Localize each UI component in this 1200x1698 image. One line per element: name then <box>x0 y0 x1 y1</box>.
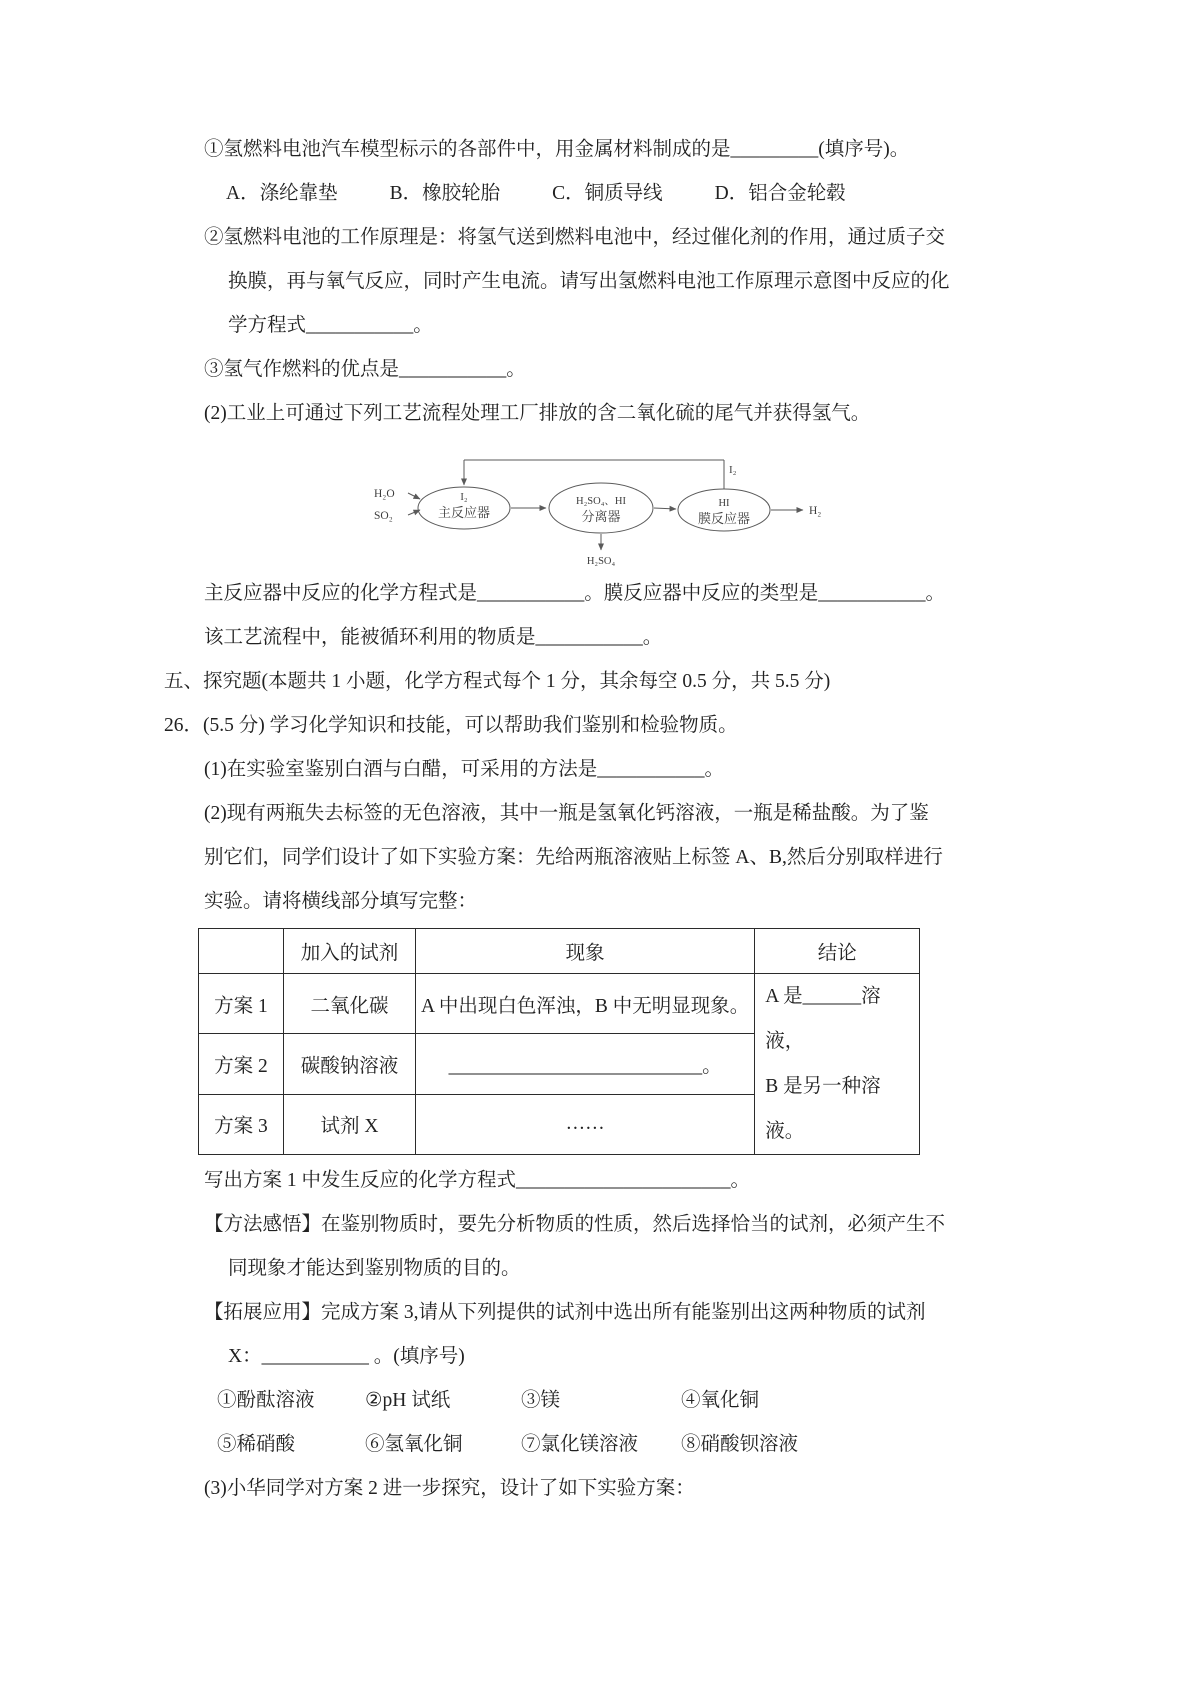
separator-label: 分离器 <box>581 509 621 524</box>
q25-sub1-text: ①氢燃料电池汽车模型标示的各部件中，用金属材料制成的是_________(填序号)。 <box>204 139 910 160</box>
q26-part1: (1)在实验室鉴别白酒与白醋，可采用的方法是___________。 <box>204 759 724 780</box>
input-h2o-label: H₂O <box>374 488 395 500</box>
q25-sub3-text: ③氢气作燃料的优点是___________。 <box>204 359 526 380</box>
option-c: C．铜质导线 <box>552 183 663 204</box>
arrow-separator-membrane <box>654 508 676 509</box>
input-arrow-top <box>408 493 420 499</box>
q26-expand-line2: X：___________ 。(填序号) <box>228 1346 465 1367</box>
header-cell-blank <box>199 929 284 974</box>
separator-ellipse <box>549 483 653 533</box>
reagent-8: ⑧硝酸钡溶液 <box>681 1434 799 1455</box>
scheme1-name: 方案 1 <box>199 974 284 1034</box>
q26-part2-line3: 实验。请将横线部分填写完整： <box>204 891 478 912</box>
scheme2-name: 方案 2 <box>199 1034 284 1094</box>
process-flow-svg <box>362 446 862 568</box>
scheme3-reagent: 试剂 X <box>284 1094 416 1154</box>
byproduct-label: H₂SO₄ <box>586 556 616 567</box>
section5-heading: 五、探究题(本题共 1 小题，化学方程式每个 1 分，其余每空 0.5 分，共 5.5 分) <box>164 671 831 692</box>
option-a: A．涤纶靠垫 <box>226 183 338 204</box>
reagent-4: ④氧化铜 <box>681 1390 760 1411</box>
conclusion-line1: A 是______溶液， <box>765 986 881 1052</box>
q26-expand-line1: 【拓展应用】完成方案 3,请从下列提供的试剂中选出所有能鉴别出这两种物质的试剂 <box>204 1302 926 1323</box>
scheme3-name: 方案 3 <box>199 1094 284 1154</box>
scheme3-phenomenon: …… <box>416 1094 755 1154</box>
reagent-list-row2 <box>217 1423 1114 1467</box>
scheme2-reagent: 碳酸钠溶液 <box>284 1034 416 1094</box>
q25-part2-intro: (2)工业上可通过下列工艺流程处理工厂排放的含二氧化硫的尾气并获得氢气。 <box>204 403 871 424</box>
separator-products-label: H₂SO₄、HI <box>576 496 626 507</box>
scheme2-phenomenon: __________________________。 <box>416 1034 755 1094</box>
q26-stem: 26．(5.5 分) 学习化学知识和技能，可以帮助我们鉴别和检验物质。 <box>164 715 738 736</box>
process-flow-diagram <box>362 446 1114 568</box>
recycle-label: I₂ <box>729 464 737 476</box>
main-reactor-label: 主反应器 <box>437 505 491 520</box>
reagent-1: ①酚酞溶液 <box>217 1390 315 1411</box>
reagent-3: ③镁 <box>521 1390 561 1411</box>
header-cell-phenomenon: 现象 <box>416 929 755 974</box>
header-cell-conclusion: 结论 <box>755 929 920 974</box>
q25-sub2-line3: 学方程式___________。 <box>228 315 433 336</box>
q25-options-row <box>226 172 1114 216</box>
scheme1-reagent: 二氧化碳 <box>284 974 416 1034</box>
membrane-reactor-label: 膜反应器 <box>697 511 751 526</box>
reagent-6: ⑥氢氧化铜 <box>365 1434 463 1455</box>
q26-part2-line2: 别它们，同学们设计了如下实验方案：先给两瓶溶液贴上标签 A、B,然后分别取样进行 <box>204 847 943 868</box>
header-cell-reagent: 加入的试剂 <box>284 929 416 974</box>
main-reactor-i2-label: I₂ <box>460 492 468 503</box>
q26-equation-line: 写出方案 1 中发生反应的化学方程式______________________。 <box>204 1170 751 1191</box>
option-d: D．铝合金轮毂 <box>714 183 846 204</box>
input-so2-label: SO₂ <box>374 510 393 522</box>
q26-part3: (3)小华同学对方案 2 进一步探究，设计了如下实验方案： <box>204 1478 695 1499</box>
scheme1-phenomenon: A 中出现白色浑浊，B 中无明显现象。 <box>416 974 755 1034</box>
table-row-scheme1 <box>199 974 920 1034</box>
conclusion-cell <box>755 974 920 1155</box>
q25-sub2-line1: ②氢燃料电池的工作原理是：将氢气送到燃料电池中，经过催化剂的作用，通过质子交 <box>204 227 946 248</box>
option-b: B．橡胶轮胎 <box>389 183 501 204</box>
reagent-5: ⑤稀硝酸 <box>217 1434 296 1455</box>
membrane-hi-label: HI <box>718 498 730 509</box>
experiment-scheme-table <box>198 928 920 1155</box>
conclusion-line2: B 是另一种溶液。 <box>765 1076 881 1142</box>
reagent-7: ⑦氯化镁溶液 <box>521 1434 639 1455</box>
q25-diagram-q2: 该工艺流程中，能被循环利用的物质是___________。 <box>204 627 663 648</box>
output-h2-label: H₂ <box>809 505 822 517</box>
reagent-list-row1 <box>217 1379 1114 1423</box>
q26-part2-line1: (2)现有两瓶失去标签的无色溶液，其中一瓶是氢氧化钙溶液，一瓶是稀盐酸。为了鉴 <box>204 803 929 824</box>
q26-method-line2: 同现象才能达到鉴别物质的目的。 <box>228 1258 521 1279</box>
reagent-2: ②pH 试纸 <box>365 1390 451 1411</box>
q25-diagram-q1: 主反应器中反应的化学方程式是___________。膜反应器中反应的类型是___________。 <box>204 583 946 604</box>
q26-method-line1: 【方法感悟】在鉴别物质时，要先分析物质的性质，然后选择恰当的试剂，必须产生不 <box>204 1214 946 1235</box>
q25-sub2-line2: 换膜，再与氧气反应，同时产生电流。请写出氢燃料电池工作原理示意图中反应的化 <box>228 271 950 292</box>
table-header-row <box>199 929 920 974</box>
